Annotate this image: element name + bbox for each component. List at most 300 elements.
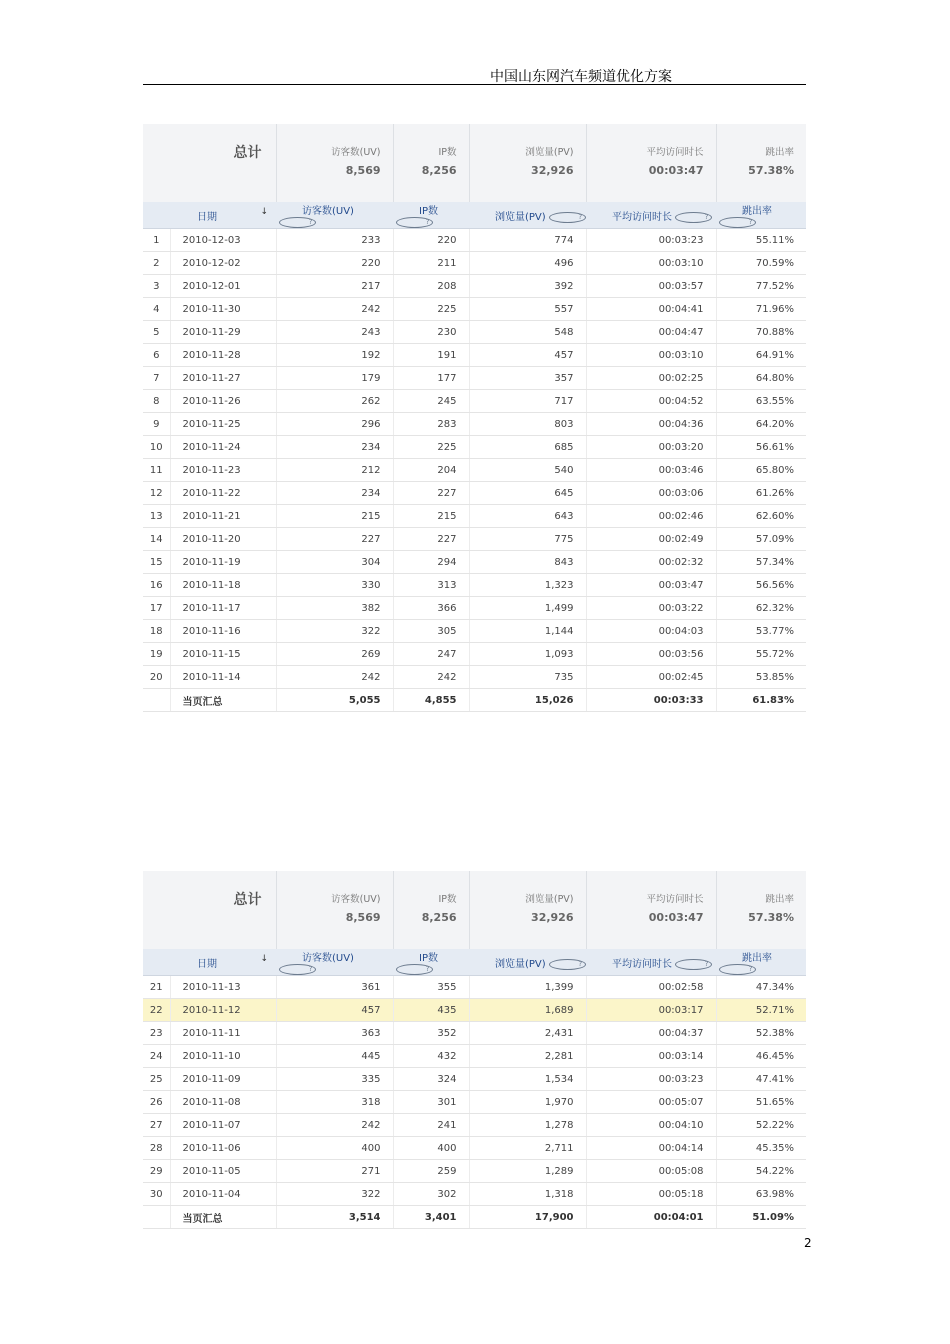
row-index: 15 <box>143 551 170 574</box>
row-value: 00:03:23 <box>586 1068 716 1091</box>
row-value: 324 <box>393 1068 469 1091</box>
row-index: 20 <box>143 666 170 689</box>
row-date: 2010-11-12 <box>170 999 276 1022</box>
row-value: 65.80% <box>716 459 806 482</box>
row-value: 00:03:22 <box>586 597 716 620</box>
row-value: 1,093 <box>469 643 586 666</box>
row-value: 1,499 <box>469 597 586 620</box>
row-value: 400 <box>393 1137 469 1160</box>
column-header-label: 跳出率 <box>742 953 772 964</box>
row-date: 2010-11-28 <box>170 344 276 367</box>
stats-table-1 <box>143 124 806 712</box>
row-value: 00:04:14 <box>586 1137 716 1160</box>
help-question-icon[interactable]: ? <box>549 212 586 223</box>
row-value: 241 <box>393 1114 469 1137</box>
summary-cell <box>276 871 393 949</box>
summary-cell <box>276 124 393 202</box>
stats-table-2 <box>143 871 806 1229</box>
row-date: 2010-11-11 <box>170 1022 276 1045</box>
row-value: 62.32% <box>716 597 806 620</box>
summary-value: 32,926 <box>531 911 574 924</box>
column-header-label: 浏览量(PV) <box>495 958 546 970</box>
row-value: 366 <box>393 597 469 620</box>
row-date: 2010-11-29 <box>170 321 276 344</box>
row-index: 10 <box>143 436 170 459</box>
row-value: 00:04:41 <box>586 298 716 321</box>
column-header-label: 平均访问时长 <box>612 211 672 223</box>
row-date: 2010-11-06 <box>170 1137 276 1160</box>
row-index: 1 <box>143 229 170 252</box>
summary-value: 00:03:47 <box>648 164 704 177</box>
table-row[interactable] <box>143 1091 806 1114</box>
row-index: 25 <box>143 1068 170 1091</box>
page-total-value: 17,900 <box>469 1206 586 1229</box>
table-row[interactable] <box>143 436 806 459</box>
table-row[interactable] <box>143 367 806 390</box>
row-value: 00:05:08 <box>586 1160 716 1183</box>
column-header-4[interactable] <box>586 949 716 976</box>
table-row[interactable] <box>143 298 806 321</box>
help-question-icon[interactable]: ? <box>675 212 712 223</box>
page-number: 2 <box>804 1236 812 1250</box>
table-row[interactable] <box>143 344 806 367</box>
row-value: 220 <box>276 252 393 275</box>
row-date: 2010-11-08 <box>170 1091 276 1114</box>
summary-label: IP数 <box>438 894 457 905</box>
row-index: 3 <box>143 275 170 298</box>
column-header-5[interactable] <box>716 202 806 229</box>
row-value: 00:04:10 <box>586 1114 716 1137</box>
column-header-4[interactable] <box>586 202 716 229</box>
row-value: 00:03:20 <box>586 436 716 459</box>
column-header-label: 日期 <box>197 211 217 223</box>
row-value: 52.38% <box>716 1022 806 1045</box>
row-index: 26 <box>143 1091 170 1114</box>
row-value: 227 <box>393 482 469 505</box>
row-value: 215 <box>393 505 469 528</box>
row-index: 6 <box>143 344 170 367</box>
row-value: 262 <box>276 390 393 413</box>
row-value: 220 <box>393 229 469 252</box>
row-value: 00:04:47 <box>586 321 716 344</box>
column-header-1[interactable] <box>276 949 393 976</box>
row-value: 64.91% <box>716 344 806 367</box>
summary-value: 57.38% <box>748 164 794 177</box>
row-value: 53.85% <box>716 666 806 689</box>
row-value: 302 <box>393 1183 469 1206</box>
page-total-value: 00:04:01 <box>586 1206 716 1229</box>
table-row[interactable] <box>143 390 806 413</box>
page-total-value: 51.09% <box>716 1206 806 1229</box>
column-header-date[interactable] <box>170 949 276 976</box>
summary-value: 8,256 <box>421 164 457 177</box>
row-value: 227 <box>276 528 393 551</box>
row-value: 212 <box>276 459 393 482</box>
row-date: 2010-11-15 <box>170 643 276 666</box>
summary-label: 访客数(UV) <box>331 894 381 905</box>
row-value: 363 <box>276 1022 393 1045</box>
table-row[interactable] <box>143 413 806 436</box>
row-value: 00:03:14 <box>586 1045 716 1068</box>
row-value: 352 <box>393 1022 469 1045</box>
row-value: 645 <box>469 482 586 505</box>
page-total-row <box>143 689 806 712</box>
row-date: 2010-11-17 <box>170 597 276 620</box>
row-value: 211 <box>393 252 469 275</box>
summary-label: IP数 <box>438 147 457 158</box>
page-total-value: 00:03:33 <box>586 689 716 712</box>
row-value: 00:02:46 <box>586 505 716 528</box>
row-value: 234 <box>276 482 393 505</box>
row-value: 208 <box>393 275 469 298</box>
row-date: 2010-12-02 <box>170 252 276 275</box>
row-value: 56.56% <box>716 574 806 597</box>
summary-title: 总计 <box>143 871 276 949</box>
row-value: 1,534 <box>469 1068 586 1091</box>
row-value: 457 <box>276 999 393 1022</box>
row-value: 1,399 <box>469 976 586 999</box>
row-index: 9 <box>143 413 170 436</box>
row-value: 557 <box>469 298 586 321</box>
row-value: 304 <box>276 551 393 574</box>
row-value: 55.11% <box>716 229 806 252</box>
summary-label: 浏览量(PV) <box>525 894 574 905</box>
row-value: 775 <box>469 528 586 551</box>
row-value: 242 <box>276 298 393 321</box>
column-header-row <box>143 202 806 229</box>
column-header-label: 跳出率 <box>742 206 772 217</box>
row-value: 432 <box>393 1045 469 1068</box>
summary-cell <box>586 871 716 949</box>
page-total-row <box>143 1206 806 1229</box>
table-row[interactable] <box>143 459 806 482</box>
row-value: 2,711 <box>469 1137 586 1160</box>
row-value: 00:03:46 <box>586 459 716 482</box>
row-value: 1,289 <box>469 1160 586 1183</box>
column-header-2[interactable] <box>393 202 469 229</box>
row-index: 12 <box>143 482 170 505</box>
row-index: 11 <box>143 459 170 482</box>
row-value: 457 <box>469 344 586 367</box>
row-value: 269 <box>276 643 393 666</box>
page-header <box>143 64 806 85</box>
row-value: 179 <box>276 367 393 390</box>
page-header-title: 中国山东网汽车频道优化方案 <box>490 69 672 85</box>
table-row[interactable] <box>143 275 806 298</box>
column-header-2[interactable] <box>393 949 469 976</box>
row-value: 00:03:17 <box>586 999 716 1022</box>
summary-label: 跳出率 <box>765 894 794 905</box>
summary-value: 8,569 <box>345 164 381 177</box>
row-date: 2010-11-22 <box>170 482 276 505</box>
row-value: 00:02:32 <box>586 551 716 574</box>
table-row[interactable] <box>143 620 806 643</box>
table-row[interactable] <box>143 551 806 574</box>
row-value: 00:04:03 <box>586 620 716 643</box>
column-header-1[interactable] <box>276 202 393 229</box>
row-value: 1,689 <box>469 999 586 1022</box>
column-header-label: 日期 <box>197 958 217 970</box>
row-value: 00:04:36 <box>586 413 716 436</box>
row-date: 2010-11-10 <box>170 1045 276 1068</box>
table-row[interactable] <box>143 1114 806 1137</box>
help-question-icon[interactable]: ? <box>396 964 433 975</box>
row-date: 2010-11-18 <box>170 574 276 597</box>
row-value: 2,281 <box>469 1045 586 1068</box>
row-value: 400 <box>276 1137 393 1160</box>
row-value: 45.35% <box>716 1137 806 1160</box>
row-value: 435 <box>393 999 469 1022</box>
page-total-value: 61.83% <box>716 689 806 712</box>
summary-label: 跳出率 <box>765 147 794 158</box>
help-question-icon[interactable]: ? <box>279 217 316 228</box>
summary-row <box>143 124 806 202</box>
row-value: 1,278 <box>469 1114 586 1137</box>
row-value: 77.52% <box>716 275 806 298</box>
row-value: 355 <box>393 976 469 999</box>
table-row[interactable] <box>143 574 806 597</box>
row-date: 2010-11-07 <box>170 1114 276 1137</box>
row-index: 18 <box>143 620 170 643</box>
row-value: 70.59% <box>716 252 806 275</box>
row-value: 54.22% <box>716 1160 806 1183</box>
row-value: 259 <box>393 1160 469 1183</box>
header-index-cell <box>143 949 170 976</box>
row-date: 2010-11-30 <box>170 298 276 321</box>
table-row[interactable] <box>143 999 806 1022</box>
column-header-date[interactable] <box>170 202 276 229</box>
page-total-value: 3,514 <box>276 1206 393 1229</box>
row-index: 7 <box>143 367 170 390</box>
row-value: 774 <box>469 229 586 252</box>
table-row[interactable] <box>143 1045 806 1068</box>
row-value: 242 <box>393 666 469 689</box>
table-row[interactable] <box>143 321 806 344</box>
page-total-value: 15,026 <box>469 689 586 712</box>
row-value: 57.34% <box>716 551 806 574</box>
row-value: 64.20% <box>716 413 806 436</box>
row-index: 27 <box>143 1114 170 1137</box>
table-row[interactable] <box>143 252 806 275</box>
row-date: 2010-11-26 <box>170 390 276 413</box>
table-row[interactable] <box>143 1183 806 1206</box>
row-value: 685 <box>469 436 586 459</box>
row-date: 2010-11-27 <box>170 367 276 390</box>
table-row[interactable] <box>143 643 806 666</box>
table-row[interactable] <box>143 229 806 252</box>
column-header-label: IP数 <box>419 953 438 964</box>
row-index: 24 <box>143 1045 170 1068</box>
page-total-label: 当页汇总 <box>170 1206 276 1229</box>
row-value: 00:04:52 <box>586 390 716 413</box>
row-index: 16 <box>143 574 170 597</box>
summary-row <box>143 871 806 949</box>
row-value: 247 <box>393 643 469 666</box>
row-value: 243 <box>276 321 393 344</box>
row-value: 62.60% <box>716 505 806 528</box>
row-value: 64.80% <box>716 367 806 390</box>
row-date: 2010-11-13 <box>170 976 276 999</box>
summary-cell <box>469 871 586 949</box>
row-index: 28 <box>143 1137 170 1160</box>
column-header-label: 平均访问时长 <box>612 958 672 970</box>
row-value: 204 <box>393 459 469 482</box>
row-value: 318 <box>276 1091 393 1114</box>
column-header-label: IP数 <box>419 206 438 217</box>
footer-index-cell <box>143 689 170 712</box>
help-question-icon[interactable]: ? <box>396 217 433 228</box>
summary-label: 访客数(UV) <box>331 147 381 158</box>
row-value: 1,144 <box>469 620 586 643</box>
help-question-icon[interactable]: ? <box>549 959 586 970</box>
summary-cell <box>393 871 469 949</box>
row-value: 191 <box>393 344 469 367</box>
row-value: 843 <box>469 551 586 574</box>
row-value: 57.09% <box>716 528 806 551</box>
table-row[interactable] <box>143 528 806 551</box>
row-value: 234 <box>276 436 393 459</box>
table-row[interactable] <box>143 597 806 620</box>
row-date: 2010-11-21 <box>170 505 276 528</box>
row-value: 00:02:58 <box>586 976 716 999</box>
page-total-label: 当页汇总 <box>170 689 276 712</box>
row-value: 47.41% <box>716 1068 806 1091</box>
row-value: 245 <box>393 390 469 413</box>
row-value: 313 <box>393 574 469 597</box>
row-value: 71.96% <box>716 298 806 321</box>
row-value: 00:05:07 <box>586 1091 716 1114</box>
column-header-row <box>143 949 806 976</box>
row-value: 496 <box>469 252 586 275</box>
row-value: 294 <box>393 551 469 574</box>
table-row[interactable] <box>143 505 806 528</box>
row-date: 2010-11-25 <box>170 413 276 436</box>
row-value: 00:05:18 <box>586 1183 716 1206</box>
row-value: 63.98% <box>716 1183 806 1206</box>
row-value: 55.72% <box>716 643 806 666</box>
row-index: 30 <box>143 1183 170 1206</box>
table-row[interactable] <box>143 976 806 999</box>
row-index: 19 <box>143 643 170 666</box>
row-index: 5 <box>143 321 170 344</box>
table-row[interactable] <box>143 1160 806 1183</box>
row-value: 00:04:37 <box>586 1022 716 1045</box>
summary-label: 浏览量(PV) <box>525 147 574 158</box>
row-date: 2010-12-03 <box>170 229 276 252</box>
row-value: 242 <box>276 1114 393 1137</box>
page-total-value: 3,401 <box>393 1206 469 1229</box>
row-value: 192 <box>276 344 393 367</box>
row-date: 2010-11-20 <box>170 528 276 551</box>
sort-down-arrow-icon[interactable]: ↓ <box>260 207 268 217</box>
row-value: 00:03:56 <box>586 643 716 666</box>
row-index: 17 <box>143 597 170 620</box>
row-value: 322 <box>276 620 393 643</box>
row-value: 548 <box>469 321 586 344</box>
table-row[interactable] <box>143 1022 806 1045</box>
row-date: 2010-11-14 <box>170 666 276 689</box>
summary-label: 平均访问时长 <box>646 147 704 158</box>
row-value: 56.61% <box>716 436 806 459</box>
column-header-label: 浏览量(PV) <box>495 211 546 223</box>
footer-index-cell <box>143 1206 170 1229</box>
row-date: 2010-11-04 <box>170 1183 276 1206</box>
header-index-cell <box>143 202 170 229</box>
table-row[interactable] <box>143 1068 806 1091</box>
column-header-5[interactable] <box>716 949 806 976</box>
row-value: 445 <box>276 1045 393 1068</box>
summary-label: 平均访问时长 <box>646 894 704 905</box>
help-question-icon[interactable]: ? <box>719 964 756 975</box>
row-value: 335 <box>276 1068 393 1091</box>
summary-value: 00:03:47 <box>648 911 704 924</box>
row-value: 357 <box>469 367 586 390</box>
column-header-3[interactable] <box>469 949 586 976</box>
column-header-3[interactable] <box>469 202 586 229</box>
column-header-label: 访客数(UV) <box>302 953 354 964</box>
table-row[interactable] <box>143 482 806 505</box>
row-value: 00:03:10 <box>586 252 716 275</box>
row-value: 177 <box>393 367 469 390</box>
row-value: 322 <box>276 1183 393 1206</box>
row-value: 361 <box>276 976 393 999</box>
row-value: 00:02:49 <box>586 528 716 551</box>
row-value: 225 <box>393 436 469 459</box>
row-date: 2010-11-19 <box>170 551 276 574</box>
help-question-icon[interactable]: ? <box>719 217 756 228</box>
summary-value: 8,256 <box>421 911 457 924</box>
row-value: 540 <box>469 459 586 482</box>
row-index: 23 <box>143 1022 170 1045</box>
row-value: 296 <box>276 413 393 436</box>
row-date: 2010-11-24 <box>170 436 276 459</box>
row-value: 61.26% <box>716 482 806 505</box>
row-value: 392 <box>469 275 586 298</box>
row-value: 217 <box>276 275 393 298</box>
row-value: 52.22% <box>716 1114 806 1137</box>
row-index: 13 <box>143 505 170 528</box>
row-value: 215 <box>276 505 393 528</box>
row-value: 803 <box>469 413 586 436</box>
help-question-icon[interactable]: ? <box>279 964 316 975</box>
page-total-value: 5,055 <box>276 689 393 712</box>
table-row[interactable] <box>143 1137 806 1160</box>
table-row[interactable] <box>143 666 806 689</box>
row-date: 2010-11-23 <box>170 459 276 482</box>
help-question-icon[interactable]: ? <box>675 959 712 970</box>
sort-down-arrow-icon[interactable]: ↓ <box>260 954 268 964</box>
row-index: 21 <box>143 976 170 999</box>
row-value: 00:02:45 <box>586 666 716 689</box>
row-value: 00:03:23 <box>586 229 716 252</box>
row-value: 330 <box>276 574 393 597</box>
row-value: 283 <box>393 413 469 436</box>
row-value: 735 <box>469 666 586 689</box>
row-date: 2010-11-05 <box>170 1160 276 1183</box>
row-value: 382 <box>276 597 393 620</box>
summary-cell <box>716 124 806 202</box>
row-value: 2,431 <box>469 1022 586 1045</box>
row-value: 1,323 <box>469 574 586 597</box>
row-index: 29 <box>143 1160 170 1183</box>
row-value: 53.77% <box>716 620 806 643</box>
row-date: 2010-12-01 <box>170 275 276 298</box>
row-index: 2 <box>143 252 170 275</box>
row-value: 305 <box>393 620 469 643</box>
row-value: 63.55% <box>716 390 806 413</box>
summary-title: 总计 <box>143 124 276 202</box>
row-value: 51.65% <box>716 1091 806 1114</box>
